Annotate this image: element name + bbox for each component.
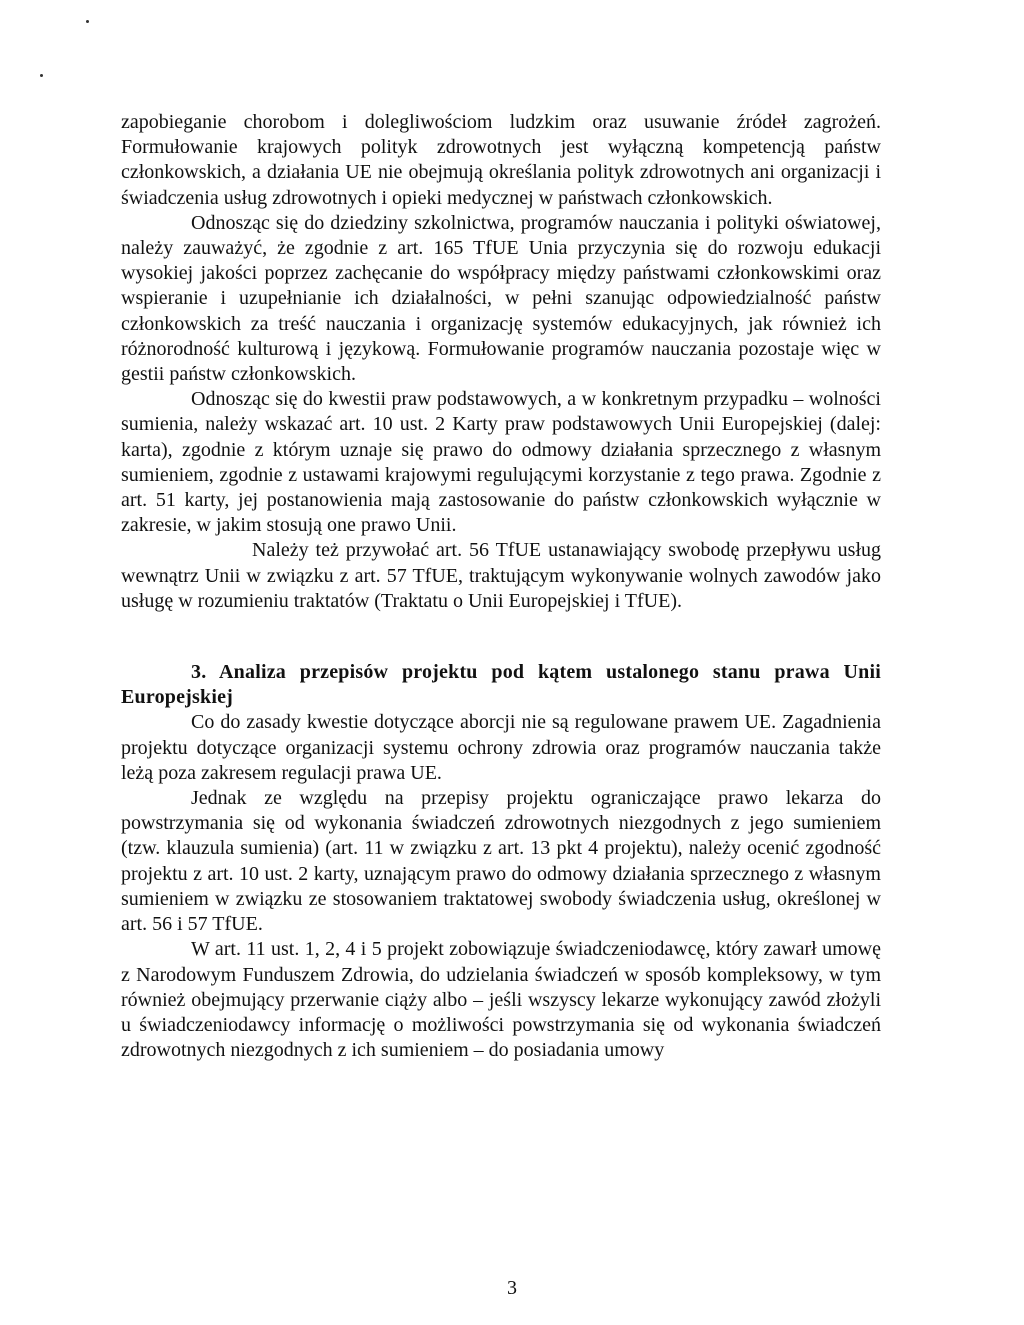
scan-speck [86,20,89,23]
paragraph: Co do zasady kwestie dotyczące aborcji nie są regulowane prawem UE. Zagadnienia projektu dotyczące organizacji systemu ochrony zdrowia oraz programów nauczania także leżą poza zakresem regulacji prawa UE. [121,711,881,784]
document-page [121,110,881,1063]
paragraph: W art. 11 ust. 1, 2, 4 i 5 projekt zobowiązuje świadczeniodawcę, który zawarł umowę z Narodowym Funduszem Zdrowia, do udzielania świadczeń w sposób kompleksowy, w tym również obejmujący przerwanie ciąży albo – jeśli wszyscy lekarze wykonujący zawód złożyli u świadczeniodawcy informację o możliwości powstrzymania się od wykonania świadczeń zdrowotnych niezgodnych z ich sumieniem – do posiadania umowy [121,938,881,1062]
paragraph: zapobieganie chorobom i dolegliwościom ludzkim oraz usuwanie źródeł zagrożeń. Formułowanie krajowych polityk zdrowotnych jest wyłączną kompetencją państw członkowskich, a działania UE nie obejmują określania polityk zdrowotnych ani organizacji i świadczenia usług zdrowotnych i opieki medycznej w państwach członkowskich. [121,111,881,209]
paragraph: Należy też przywołać art. 56 TfUE ustanawiający swobodę przepływu usług wewnątrz Unii w związku z art. 57 TfUE, traktującym wykonywanie wolnych zawodów jako usługę w rozumieniu traktatów (Traktatu o Unii Europejskiej i TfUE). [121,539,881,612]
paragraph: Odnosząc się do dziedziny szkolnictwa, programów nauczania i polityki oświatowej, należy zauważyć, że zgodnie z art. 165 TfUE Unia przyczynia się do rozwoju edukacji wysokiej jakości poprzez zachęcanie do współpracy między państwami członkowskimi oraz wspieranie i uzupełnianie ich działalności, w pełni szanując odpowiedzialność państw członkowskich za treść nauczania i organizację systemów edukacyjnych, jak również ich różnorodność kulturową i językową. Formułowanie programów nauczania pozostaje więc w gestii państw członkowskich. [121,211,881,386]
section-heading: 3. Analiza przepisów projektu pod kątem ustalonego stanu prawa Unii Europejskiej [121,661,881,709]
page-number: 3 [507,1277,517,1299]
scan-speck [40,74,43,77]
paragraph: Jednak ze względu na przepisy projektu ograniczające prawo lekarza do powstrzymania się od wykonania świadczeń zdrowotnych niezgodnych z jego sumieniem (tzw. klauzula sumienia) (art. 11 w związku z art. 13 pkt 4 projektu), należy ocenić zgodność projektu z art. 10 ust. 2 karty, uznającym prawo do odmowy działania sprzecznego z własnym sumieniem w związku ze stosowaniem traktatowej swobody świadczenia usług, określonej w art. 56 i 57 TfUE. [121,787,881,936]
paragraph: Odnosząc się do kwestii praw podstawowych, a w konkretnym przypadku – wolności sumienia, należy wskazać art. 10 ust. 2 Karty praw podstawowych Unii Europejskiej (dalej: karta), zgodnie z którym uznaje się prawo do odmowy działania sprzecznego z własnym sumieniem, zgodnie z ustawami krajowymi regulującymi korzystanie z tego prawa. Zgodnie z art. 51 karty, jej postanowienia mają zastosowanie do państw członkowskich wyłącznie w zakresie, w jakim stosują one prawo Unii. [121,388,881,537]
